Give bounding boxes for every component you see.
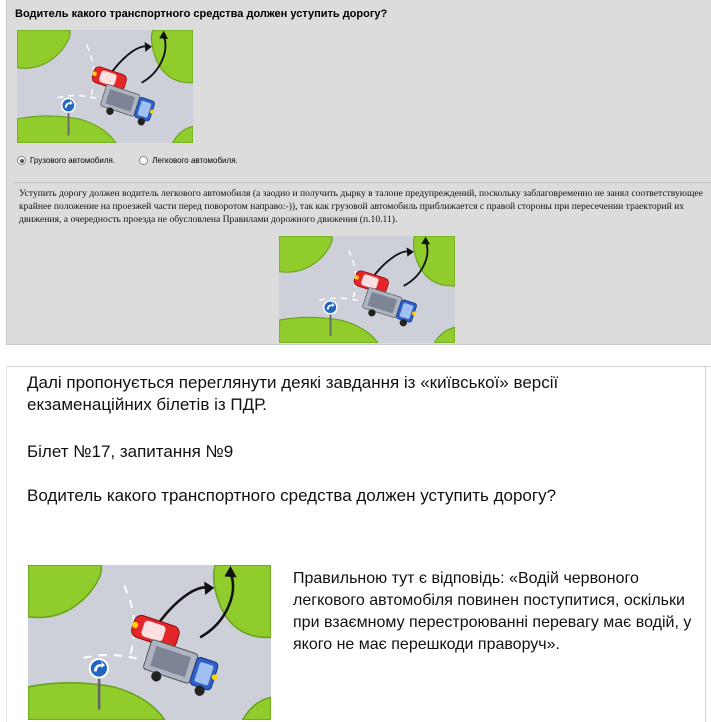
option-truck-label: Грузового автомобиля. [30,156,116,165]
slide-intersection-image [28,565,271,720]
option-car[interactable] [139,156,237,165]
slide-left-border [6,366,7,722]
option-truck[interactable] [17,156,115,165]
slide-answer: Правильною тут є відповідь: «Водій червоного легкового автомобіля повинен поступитися, оскільки при взаємному перестроюванні перевагу має водій, у якого не має перешкоди праворуч». [293,570,692,653]
quiz-question: Водитель какого транспортного средства должен уступить дорогу? [15,8,388,20]
option-car-label: Легкового автомобиля. [152,156,238,165]
slide-right-border [705,366,706,722]
quiz-panel [6,0,711,345]
quiz-options [17,156,260,167]
quiz-divider [13,182,711,183]
option-car-radio[interactable] [139,156,148,165]
quiz-intersection-image [17,30,193,143]
slide-ticket: Білет №17, запитання №9 [27,442,234,461]
option-truck-radio[interactable] [17,156,26,165]
explanation-intersection-image [279,236,455,343]
slide-question: Водитель какого транспортного средства должен уступить дорогу? [27,486,557,505]
slide-intro: Далі пропонується переглянути деякі завдання із «київської» версії екзаменаційних білетів із ПДР. [27,373,559,414]
quiz-explanation: Уступить дорогу должен водитель легкового автомобиля (а заодно и получить дырку в талоне предупреждений, поскольку заблаговременно не занял соответствующее крайнее положение на проезжей части перед поворотом направо:-)), так как грузовой автомобиль приближается с правой стороны при пересечении траекторий их движения, а очередность проезда не обусловлена Правилами дорожного движения (п.10.11). [19,188,703,225]
slide-top-border [6,366,711,367]
